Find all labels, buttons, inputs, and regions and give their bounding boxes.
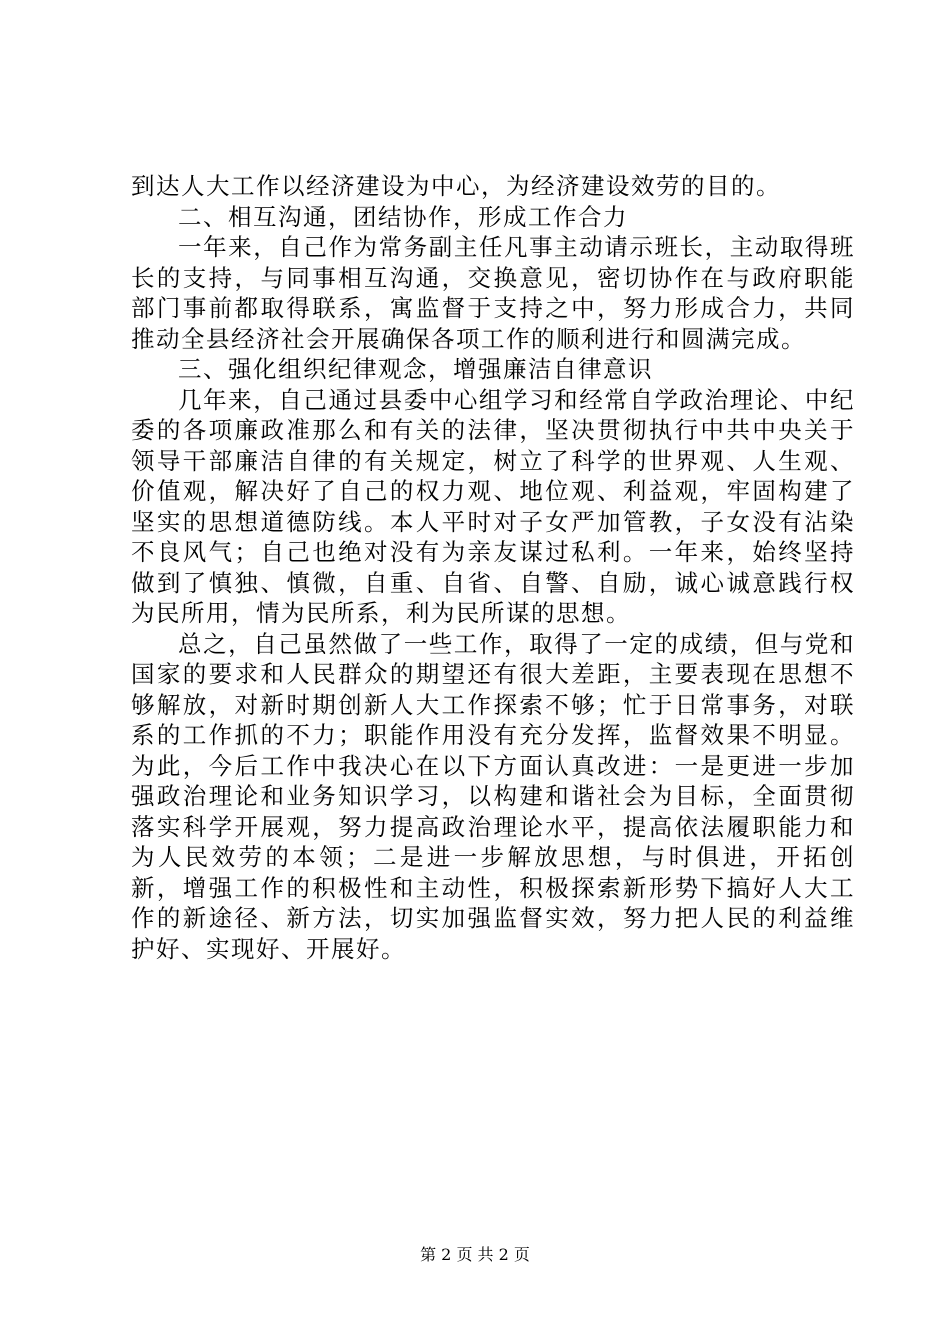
- paragraph-cooperation: 一年来，自己作为常务副主任凡事主动请示班长，主动取得班长的支持，与同事相互沟通，交换意见，密切协作在与政府职能部门事前都取得联系，寓监督于支持之中，努力形成合力，共同推动全县经济社会开展确保各项工作的顺利进行和圆满完成。: [131, 233, 855, 353]
- document-body: [131, 171, 855, 964]
- paragraph-discipline: 几年来，自己通过县委中心组学习和经常自学政治理论、中纪委的各项廉政准那么和有关的法律，坚决贯彻执行中共中央关于领导干部廉洁自律的有关规定，树立了科学的世界观、人生观、价值观，解决好了自己的权力观、地位观、利益观，牢固构建了坚实的思想道德防线。本人平时对子女严加管教，子女没有沾染不良风气；自己也绝对没有为亲友谋过私利。一年来，始终坚持做到了慎独、慎微，自重、自省、自警、自励，诚心诚意践行权为民所用，情为民所系，利为民所谋的思想。: [131, 385, 855, 627]
- section-heading-3: 三、强化组织纪律观念，增强廉洁自律意识: [178, 355, 653, 383]
- section-heading-2: 二、相互沟通，团结协作，形成工作合力: [178, 202, 628, 231]
- page-number-footer: 第 2 页 共 2 页: [420, 1245, 530, 1264]
- paragraph-summary: 总之，自己虽然做了一些工作，取得了一定的成绩，但与党和国家的要求和人民群众的期望还有很大差距，主要表现在思想不够解放，对新时期创新人大工作探索不够；忙于日常事务，对联系的工作抓的不力；职能作用没有充分发挥，监督效果不明显。为此，今后工作中我决心在以下方面认真改进：一是更进一步加强政治理论和业务知识学习，以构建和谐社会为目标，全面贯彻落实科学开展观，努力提高政治理论水平，提高依法履职能力和为人民效劳的本领；二是进一步解放思想，与时俱进，开拓创新，增强工作的积极性和主动性，积极探索新形势下搞好人大工作的新途径、新方法，切实加强监督实效，努力把人民的利益维护好、实现好、开展好。: [131, 629, 855, 963]
- paragraph-continuation: 到达人大工作以经济建设为中心，为经济建设效劳的目的。: [131, 172, 781, 200]
